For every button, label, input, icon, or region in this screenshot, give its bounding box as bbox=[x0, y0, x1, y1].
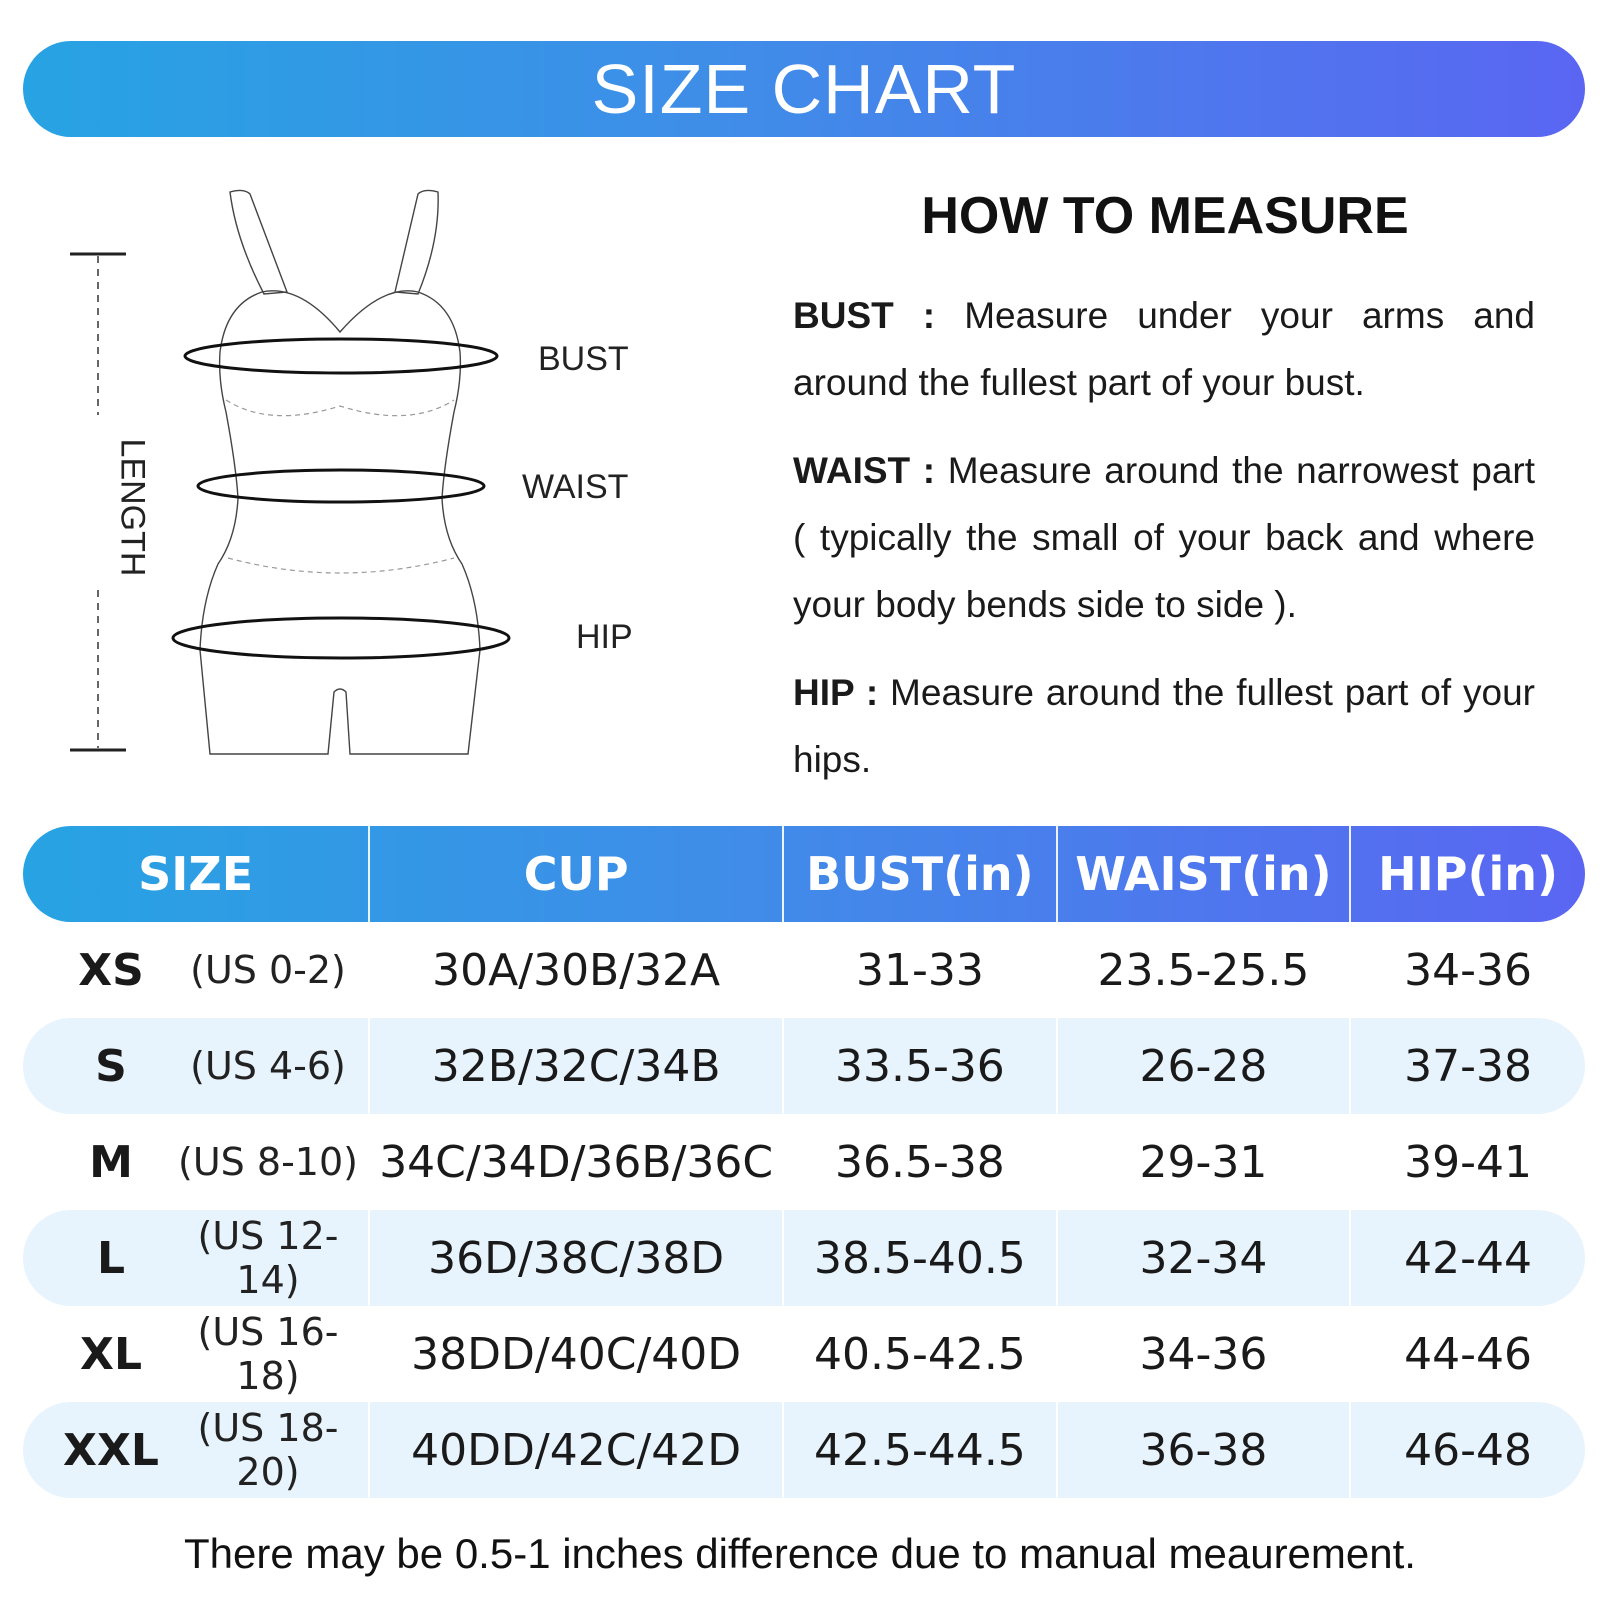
header-cup: CUP bbox=[368, 826, 782, 922]
size-chart-banner bbox=[23, 41, 1585, 137]
bust-cell: 33.5-36 bbox=[782, 1018, 1056, 1114]
waist-cell: 36-38 bbox=[1056, 1402, 1350, 1498]
footnote: There may be 0.5-1 inches difference due to manual meaurement. bbox=[184, 1530, 1416, 1577]
hip-instruction: HIP : Measure around the fullest part of your hips. bbox=[793, 672, 1535, 780]
size-cell bbox=[23, 1402, 368, 1498]
table-row bbox=[23, 1306, 1585, 1402]
size-code: XL bbox=[80, 1328, 142, 1380]
size-cell bbox=[23, 1114, 368, 1210]
waist-cell: 23.5-25.5 bbox=[1056, 922, 1350, 1018]
bust-text: Measure under your arms and around the fullest part of your bust. bbox=[793, 295, 1535, 403]
size-code: L bbox=[96, 1232, 126, 1284]
length-label: LENGTH bbox=[113, 438, 152, 577]
size-cell bbox=[23, 1018, 368, 1114]
waist-cell: 29-31 bbox=[1056, 1114, 1350, 1210]
waist-term: WAIST bbox=[793, 450, 911, 491]
bust-cell: 42.5-44.5 bbox=[782, 1402, 1056, 1498]
table-row bbox=[23, 1210, 1585, 1306]
size-us: (US 18-20) bbox=[197, 1406, 339, 1494]
size-us: (US 4-6) bbox=[190, 1044, 346, 1088]
waist-cell: 34-36 bbox=[1056, 1306, 1350, 1402]
how-to-measure-title: HOW TO MEASURE bbox=[921, 187, 1409, 245]
cup-cell: 40DD/42C/42D bbox=[368, 1402, 782, 1498]
waist-cell: 32-34 bbox=[1056, 1210, 1350, 1306]
bust-cell: 36.5-38 bbox=[782, 1114, 1056, 1210]
size-cell bbox=[23, 1210, 368, 1306]
bust-cell: 40.5-42.5 bbox=[782, 1306, 1056, 1402]
table-row bbox=[23, 922, 1585, 1018]
hip-term: HIP bbox=[793, 672, 855, 713]
header-waist: WAIST(in) bbox=[1056, 826, 1350, 922]
waist-cell: 26-28 bbox=[1056, 1018, 1350, 1114]
hip-label: HIP bbox=[576, 618, 633, 656]
cup-cell: 32B/32C/34B bbox=[368, 1018, 782, 1114]
cup-cell: 36D/38C/38D bbox=[368, 1210, 782, 1306]
bust-cell: 38.5-40.5 bbox=[782, 1210, 1056, 1306]
table-row bbox=[23, 1018, 1585, 1114]
banner-title: SIZE CHART bbox=[591, 50, 1017, 128]
header-size: SIZE bbox=[138, 847, 254, 901]
table-header bbox=[23, 826, 1585, 922]
waist-instruction: WAIST : Measure around the narrowest part ( typically the small of your back and where your body bends side to side ). bbox=[793, 450, 1535, 625]
size-cell bbox=[23, 922, 368, 1018]
bust-term: BUST bbox=[793, 295, 894, 336]
hip-cell: 46-48 bbox=[1349, 1402, 1585, 1498]
table-row bbox=[23, 1114, 1585, 1210]
hip-cell: 39-41 bbox=[1349, 1114, 1585, 1210]
bust-cell: 31-33 bbox=[782, 922, 1056, 1018]
hip-cell: 42-44 bbox=[1349, 1210, 1585, 1306]
header-hip: HIP(in) bbox=[1349, 826, 1585, 922]
size-code: XS bbox=[78, 944, 144, 996]
size-us: (US 12-14) bbox=[197, 1214, 339, 1302]
cup-cell: 30A/30B/32A bbox=[368, 922, 782, 1018]
size-cell bbox=[23, 1306, 368, 1402]
how-to-measure-list bbox=[793, 282, 1535, 814]
size-code: XXL bbox=[63, 1424, 159, 1476]
hip-text: Measure around the fullest part of your hips. bbox=[793, 672, 1535, 780]
hip-cell: 34-36 bbox=[1349, 922, 1585, 1018]
cup-cell: 38DD/40C/40D bbox=[368, 1306, 782, 1402]
table-row bbox=[23, 1402, 1585, 1498]
hip-cell: 37-38 bbox=[1349, 1018, 1585, 1114]
size-us: (US 8-10) bbox=[178, 1140, 358, 1184]
bust-label: BUST bbox=[538, 340, 629, 378]
waist-label: WAIST bbox=[522, 468, 629, 506]
cup-cell: 34C/34D/36B/36C bbox=[368, 1114, 782, 1210]
waist-text: Measure around the narrowest part ( typically the small of your back and where your body bends side to side ). bbox=[793, 450, 1535, 625]
size-us: (US 0-2) bbox=[190, 948, 346, 992]
size-us: (US 16-18) bbox=[197, 1310, 339, 1398]
size-code: S bbox=[95, 1040, 127, 1092]
size-table bbox=[23, 826, 1585, 1498]
size-code: M bbox=[89, 1136, 133, 1188]
hip-cell: 44-46 bbox=[1349, 1306, 1585, 1402]
bust-instruction: BUST : Measure under your arms and around the fullest part of your bust. bbox=[793, 295, 1535, 403]
header-bust: BUST(in) bbox=[782, 826, 1056, 922]
